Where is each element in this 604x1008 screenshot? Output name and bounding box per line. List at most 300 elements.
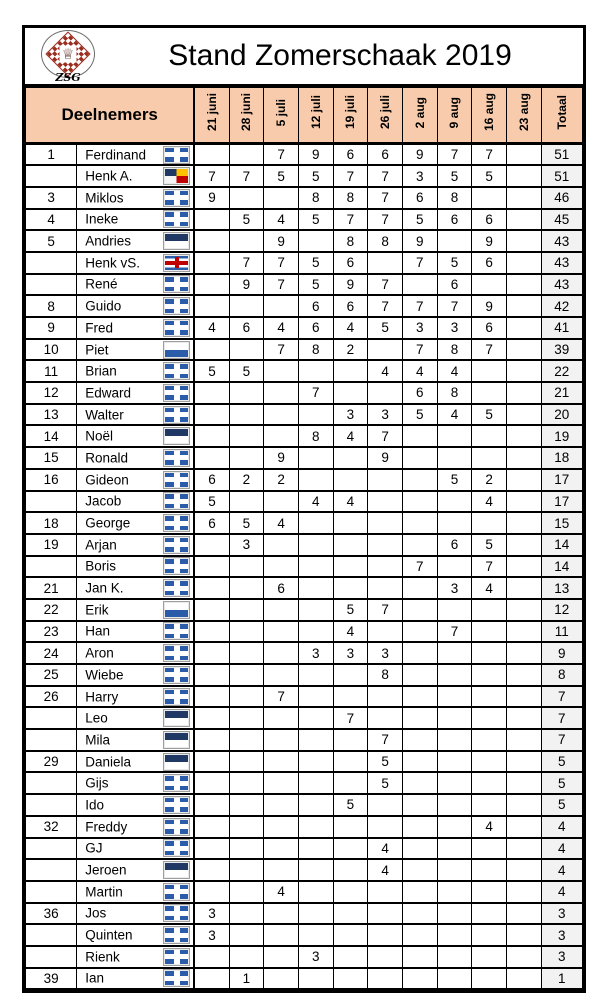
total-cell: 19: [541, 425, 582, 447]
score-cell: [437, 903, 472, 925]
score-cell: [506, 556, 541, 578]
rank-cell: [26, 729, 77, 751]
score-cell: [402, 469, 437, 491]
score-cell: [368, 339, 403, 361]
player-flag-icon: [163, 926, 190, 944]
score-cell: [229, 404, 264, 426]
score-cell: 7: [402, 556, 437, 578]
player-flag-icon: [163, 883, 190, 901]
name-cell: [77, 230, 195, 252]
score-cell: [402, 686, 437, 708]
name-cell: [77, 946, 195, 968]
player-flag-icon: [163, 146, 190, 164]
table-row: [26, 881, 583, 903]
score-cell: 3: [402, 317, 437, 339]
rank-cell: 39: [26, 968, 77, 990]
player-name: Ferdinand: [85, 147, 147, 163]
score-cell: [437, 425, 472, 447]
table-row: [26, 512, 583, 534]
date-column-header: [194, 87, 229, 144]
score-cell: [402, 274, 437, 296]
player-flag-icon: [163, 796, 190, 814]
name-cell: [77, 469, 195, 491]
crown-icon: ♕: [60, 46, 77, 63]
score-cell: [194, 881, 229, 903]
table-row: [26, 491, 583, 513]
score-cell: [402, 664, 437, 686]
score-cell: [402, 729, 437, 751]
score-cell: [264, 556, 299, 578]
score-cell: 7: [264, 252, 299, 274]
score-cell: 7: [402, 339, 437, 361]
score-cell: [264, 729, 299, 751]
score-cell: 7: [229, 252, 264, 274]
total-cell: 46: [541, 187, 582, 209]
date-column-header: [402, 87, 437, 144]
player-name: Jeroen: [85, 862, 127, 878]
player-flag-icon: [163, 514, 190, 532]
score-cell: [472, 968, 507, 990]
score-cell: [402, 577, 437, 599]
score-cell: 5: [368, 317, 403, 339]
score-cell: [264, 382, 299, 404]
score-cell: 9: [194, 187, 229, 209]
total-cell: 4: [541, 859, 582, 881]
score-cell: [194, 447, 229, 469]
score-cell: [506, 295, 541, 317]
player-name: Ineke: [85, 211, 119, 227]
name-cell: [77, 881, 195, 903]
name-cell: [77, 382, 195, 404]
score-cell: [402, 751, 437, 773]
name-cell: [77, 968, 195, 990]
name-cell: [77, 772, 195, 794]
score-cell: [368, 252, 403, 274]
total-cell: 9: [541, 642, 582, 664]
score-cell: [194, 230, 229, 252]
date-column-label: 12 juli: [308, 95, 323, 130]
player-name: Guido: [85, 298, 122, 314]
table-row: [26, 274, 583, 296]
score-cell: [368, 512, 403, 534]
date-column-label: 5 juli: [274, 98, 289, 127]
score-cell: [194, 621, 229, 643]
player-flag-icon: [163, 948, 190, 966]
rank-cell: 21: [26, 577, 77, 599]
rank-cell: [26, 252, 77, 274]
total-cell: 7: [541, 707, 582, 729]
rank-cell: 23: [26, 621, 77, 643]
player-name: Han: [85, 623, 111, 639]
date-column-label: 26 juli: [378, 95, 393, 130]
total-cell: 17: [541, 491, 582, 513]
total-cell: 4: [541, 816, 582, 838]
score-cell: 8: [333, 187, 368, 209]
name-cell: [77, 707, 195, 729]
total-column-label: Totaal: [554, 95, 569, 130]
rank-cell: 16: [26, 469, 77, 491]
rank-cell: 32: [26, 816, 77, 838]
score-cell: [333, 881, 368, 903]
score-cell: 4: [368, 838, 403, 860]
score-cell: 5: [333, 794, 368, 816]
table-row: [26, 339, 583, 361]
score-cell: [333, 968, 368, 990]
rank-cell: [26, 274, 77, 296]
player-flag-icon: [163, 666, 190, 684]
total-cell: 39: [541, 339, 582, 361]
participants-header: Deelnemers: [26, 87, 195, 144]
total-cell: 13: [541, 577, 582, 599]
table-row: [26, 187, 583, 209]
score-cell: [333, 577, 368, 599]
player-name: Leo: [85, 710, 108, 726]
total-cell: 7: [541, 686, 582, 708]
score-cell: [264, 187, 299, 209]
rank-cell: 24: [26, 642, 77, 664]
date-column-header: [333, 87, 368, 144]
player-name: Fred: [85, 320, 114, 336]
score-cell: 5: [298, 274, 333, 296]
score-cell: [298, 729, 333, 751]
score-cell: [368, 903, 403, 925]
date-column-header: [437, 87, 472, 144]
score-cell: [437, 859, 472, 881]
total-cell: 11: [541, 621, 582, 643]
player-name: Walter: [85, 407, 124, 423]
score-cell: [472, 447, 507, 469]
score-cell: [298, 534, 333, 556]
score-cell: 7: [472, 144, 507, 166]
table-row: [26, 707, 583, 729]
score-cell: [264, 534, 299, 556]
player-flag-icon: [163, 688, 190, 706]
total-cell: 14: [541, 534, 582, 556]
score-cell: [229, 447, 264, 469]
score-cell: [506, 664, 541, 686]
score-cell: [402, 447, 437, 469]
name-cell: [77, 599, 195, 621]
score-cell: [194, 707, 229, 729]
score-cell: [333, 469, 368, 491]
table-row: [26, 360, 583, 382]
score-cell: [298, 968, 333, 990]
score-cell: 5: [229, 512, 264, 534]
rank-cell: 26: [26, 686, 77, 708]
score-cell: [194, 686, 229, 708]
player-name: René: [85, 276, 118, 292]
column-header-row: [26, 87, 583, 144]
total-cell: 51: [541, 144, 582, 166]
score-cell: [333, 447, 368, 469]
score-cell: [194, 772, 229, 794]
player-name: Freddy: [85, 819, 128, 835]
score-cell: [402, 425, 437, 447]
score-cell: [229, 230, 264, 252]
player-flag-icon: [163, 471, 190, 489]
score-cell: [298, 360, 333, 382]
score-cell: 3: [298, 946, 333, 968]
rank-cell: 25: [26, 664, 77, 686]
score-cell: [298, 512, 333, 534]
name-cell: [77, 339, 195, 361]
table-row: [26, 425, 583, 447]
player-name: Gijs: [85, 775, 109, 791]
score-cell: [264, 903, 299, 925]
table-row: [26, 534, 583, 556]
score-cell: [368, 816, 403, 838]
score-cell: [506, 686, 541, 708]
score-cell: 9: [402, 144, 437, 166]
score-cell: [333, 946, 368, 968]
standings-table: [25, 86, 583, 990]
name-cell: [77, 252, 195, 274]
player-flag-icon: [163, 319, 190, 337]
score-cell: 6: [298, 295, 333, 317]
score-cell: [368, 881, 403, 903]
score-cell: 5: [472, 404, 507, 426]
rank-cell: [26, 165, 77, 187]
rank-cell: 9: [26, 317, 77, 339]
name-cell: [77, 295, 195, 317]
rank-cell: 12: [26, 382, 77, 404]
table-row: [26, 751, 583, 773]
table-row: [26, 404, 583, 426]
score-cell: [472, 274, 507, 296]
score-cell: [506, 794, 541, 816]
name-cell: [77, 534, 195, 556]
score-cell: [264, 924, 299, 946]
player-name: Noël: [85, 428, 114, 444]
score-cell: 6: [194, 469, 229, 491]
rank-cell: [26, 794, 77, 816]
score-cell: [506, 317, 541, 339]
date-column-header: [368, 87, 403, 144]
date-column-label: 2 aug: [412, 96, 427, 129]
score-cell: [298, 903, 333, 925]
score-cell: [506, 729, 541, 751]
score-cell: [506, 165, 541, 187]
score-cell: 7: [368, 295, 403, 317]
score-cell: [402, 794, 437, 816]
score-cell: [194, 274, 229, 296]
total-cell: 3: [541, 946, 582, 968]
score-cell: 5: [472, 534, 507, 556]
table-row: [26, 295, 583, 317]
table-row: [26, 729, 583, 751]
date-column-label: 16 aug: [482, 93, 497, 132]
score-cell: 9: [298, 144, 333, 166]
total-cell: 1: [541, 968, 582, 990]
table-row: [26, 469, 583, 491]
score-cell: [506, 512, 541, 534]
score-cell: [506, 838, 541, 860]
score-cell: [229, 491, 264, 513]
player-flag-icon: [163, 406, 190, 424]
date-column-label: 9 aug: [447, 96, 462, 129]
score-cell: 3: [333, 642, 368, 664]
score-cell: [506, 404, 541, 426]
score-cell: [402, 838, 437, 860]
score-cell: [194, 556, 229, 578]
player-flag-icon: [163, 709, 190, 727]
rank-cell: 10: [26, 339, 77, 361]
table-row: [26, 664, 583, 686]
player-name: George: [85, 515, 131, 531]
rank-cell: 14: [26, 425, 77, 447]
score-cell: [368, 794, 403, 816]
score-cell: [229, 664, 264, 686]
player-name: Rienk: [85, 949, 120, 965]
player-name: Jos: [85, 905, 107, 921]
name-cell: [77, 360, 195, 382]
score-cell: [333, 816, 368, 838]
score-cell: [506, 534, 541, 556]
player-name: Ido: [85, 797, 105, 813]
score-cell: [194, 794, 229, 816]
score-cell: 8: [298, 425, 333, 447]
score-cell: 9: [264, 230, 299, 252]
score-cell: [437, 642, 472, 664]
score-cell: [333, 534, 368, 556]
score-cell: [402, 491, 437, 513]
title-row: [25, 28, 583, 86]
score-cell: 7: [368, 425, 403, 447]
total-cell: 21: [541, 382, 582, 404]
table-row: [26, 968, 583, 990]
total-cell: 43: [541, 252, 582, 274]
player-name: Erik: [85, 602, 109, 618]
table-row: [26, 859, 583, 881]
rank-cell: [26, 881, 77, 903]
score-cell: 6: [437, 209, 472, 231]
table-row: [26, 903, 583, 925]
score-cell: [333, 729, 368, 751]
score-cell: 5: [229, 360, 264, 382]
score-cell: 6: [333, 295, 368, 317]
table-row: [26, 252, 583, 274]
score-cell: [264, 404, 299, 426]
score-cell: 7: [333, 707, 368, 729]
score-cell: 5: [298, 165, 333, 187]
score-cell: [264, 295, 299, 317]
player-flag-icon: [163, 969, 190, 987]
rank-cell: 36: [26, 903, 77, 925]
table-row: [26, 599, 583, 621]
rank-cell: [26, 838, 77, 860]
score-cell: [402, 534, 437, 556]
score-cell: [298, 794, 333, 816]
score-cell: [437, 881, 472, 903]
score-cell: [298, 881, 333, 903]
player-flag-icon: [163, 753, 190, 771]
score-cell: [333, 751, 368, 773]
table-row: [26, 577, 583, 599]
score-cell: 5: [437, 252, 472, 274]
score-cell: [506, 924, 541, 946]
score-cell: 3: [368, 642, 403, 664]
score-cell: [298, 621, 333, 643]
score-cell: [194, 751, 229, 773]
score-cell: 7: [437, 144, 472, 166]
table-row: [26, 165, 583, 187]
name-cell: [77, 838, 195, 860]
score-cell: 4: [264, 881, 299, 903]
score-cell: 7: [298, 382, 333, 404]
score-cell: [437, 556, 472, 578]
table-row: [26, 317, 583, 339]
score-cell: [229, 859, 264, 881]
score-cell: 9: [472, 295, 507, 317]
rank-cell: 3: [26, 187, 77, 209]
player-flag-icon: [163, 601, 190, 619]
score-cell: 8: [368, 664, 403, 686]
score-cell: 4: [264, 209, 299, 231]
score-cell: [472, 425, 507, 447]
table-row: [26, 794, 583, 816]
score-cell: [229, 772, 264, 794]
player-flag-icon: [163, 622, 190, 640]
score-cell: 6: [472, 252, 507, 274]
player-flag-icon: [163, 492, 190, 510]
score-cell: 1: [229, 968, 264, 990]
score-cell: 7: [402, 252, 437, 274]
score-cell: [229, 686, 264, 708]
score-cell: [437, 664, 472, 686]
score-cell: [264, 772, 299, 794]
score-cell: 7: [264, 274, 299, 296]
score-cell: 5: [437, 165, 472, 187]
name-cell: [77, 187, 195, 209]
score-cell: [472, 621, 507, 643]
name-cell: [77, 447, 195, 469]
score-cell: 9: [229, 274, 264, 296]
score-cell: 5: [368, 772, 403, 794]
player-name: Daniela: [85, 754, 132, 770]
table-row: [26, 144, 583, 166]
score-cell: [368, 469, 403, 491]
score-cell: 5: [333, 599, 368, 621]
table-row: [26, 556, 583, 578]
name-cell: [77, 556, 195, 578]
score-cell: [472, 903, 507, 925]
score-cell: [194, 729, 229, 751]
score-cell: 5: [472, 165, 507, 187]
rank-cell: 11: [26, 360, 77, 382]
score-cell: [437, 794, 472, 816]
rank-cell: [26, 772, 77, 794]
score-cell: [229, 577, 264, 599]
score-cell: 7: [472, 556, 507, 578]
score-cell: 5: [264, 165, 299, 187]
score-cell: [437, 729, 472, 751]
score-cell: [229, 729, 264, 751]
score-cell: 4: [333, 491, 368, 513]
rank-cell: 29: [26, 751, 77, 773]
rank-cell: [26, 924, 77, 946]
total-cell: 8: [541, 664, 582, 686]
score-cell: [506, 469, 541, 491]
name-cell: [77, 621, 195, 643]
score-cell: [298, 838, 333, 860]
score-cell: 9: [368, 447, 403, 469]
score-cell: [506, 642, 541, 664]
score-cell: 8: [333, 230, 368, 252]
score-cell: 3: [298, 642, 333, 664]
rank-cell: [26, 859, 77, 881]
date-column-label: 19 juli: [343, 95, 358, 130]
score-cell: [402, 881, 437, 903]
